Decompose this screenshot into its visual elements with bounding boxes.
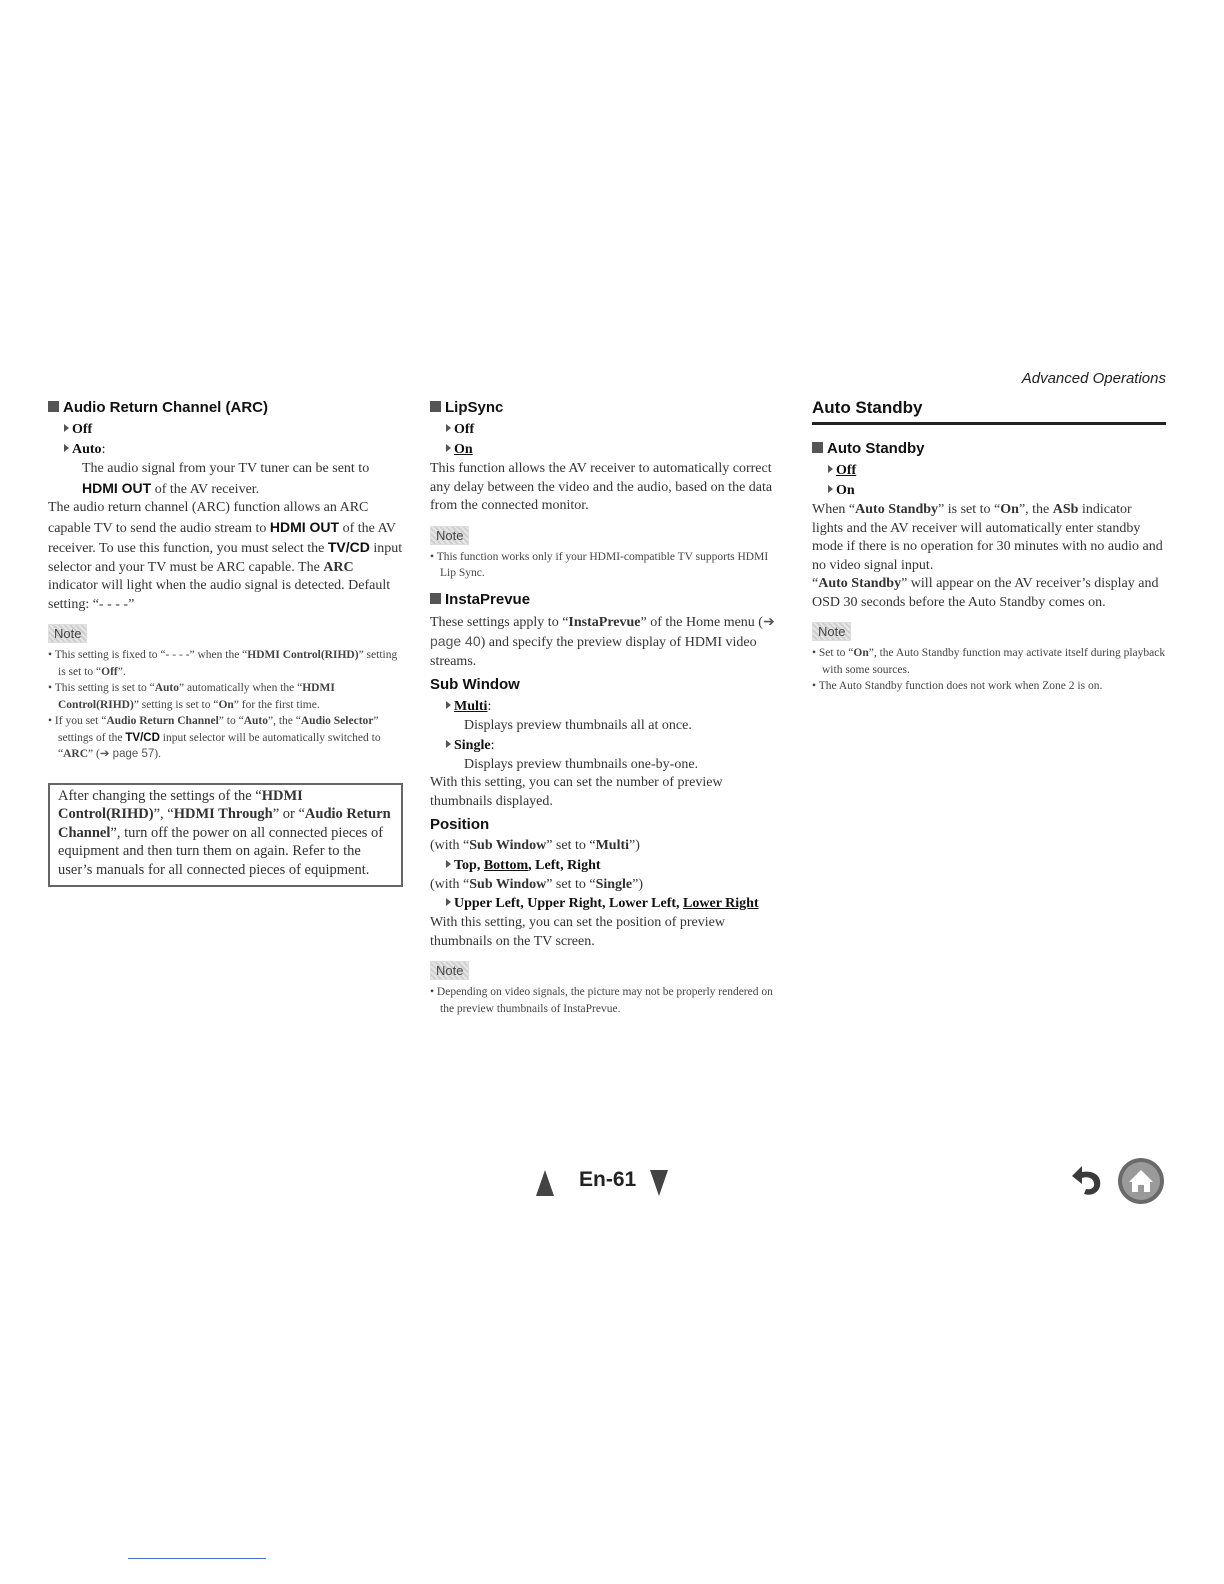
option-off: Off [446, 420, 785, 440]
option-single: Single: [446, 736, 785, 756]
square-bullet-icon [430, 593, 441, 604]
option-multi: Multi: [446, 697, 785, 717]
square-bullet-icon [430, 401, 441, 412]
square-bullet-icon [48, 401, 59, 412]
arrow-right-icon [446, 860, 451, 868]
list-item: • This setting is set to “Auto” automatically when the “HDMI Control(RIHD)” setting is set to “On” for the first time. [48, 680, 403, 713]
next-page-icon[interactable] [650, 1170, 668, 1196]
subwindow-heading: Sub Window [430, 676, 520, 693]
position-text: With this setting, you can set the position of preview thumbnails on the TV screen. [430, 915, 725, 949]
auto-description: The audio signal from your TV tuner can be sent to HDMI OUT of the AV receiver. [82, 461, 370, 497]
auto-standby-display-text: “Auto Standby” will appear on the AV receiver’s display and OSD 30 seconds before the Auto Standby comes on. [812, 576, 1159, 610]
note-badge: Note [430, 961, 469, 980]
auto-standby-heading: Auto Standby [812, 439, 1166, 459]
arc-paragraph: The audio return channel (ARC) function allows an ARC capable TV to send the audio stream to HDMI OUT of the AV receiver. To use this function, you must select the TV/CD input selector and your TV must be ARC capable. The ARC indicator will light when the audio signal is detected. Default setting: “- - - -” [48, 500, 403, 612]
list-item: • If you set “Audio Return Channel” to “Auto”, the “Audio Selector” settings of the TV/CD input selector will be automatically switched to “ARC” (➔ page 57). [48, 713, 403, 763]
column-auto-standby [812, 398, 1166, 695]
page-navigation [536, 1166, 676, 1200]
position-options-single: Upper Left, Upper Right, Lower Left, Lower Right [446, 894, 785, 914]
page-link[interactable]: ➔ page 57 [99, 748, 155, 760]
list-item: • This setting is fixed to “- - - -” when the “HDMI Control(RIHD)” setting is set to “Off”. [48, 647, 403, 680]
auto-standby-notes [812, 645, 1166, 695]
list-item: • Depending on video signals, the picture may not be properly rendered on the preview thumbnails of InstaPrevue. [430, 984, 785, 1017]
option-auto: Auto: [64, 440, 403, 460]
position-heading: Position [430, 816, 490, 833]
bottom-rule [128, 1558, 266, 1559]
note-badge: Note [48, 624, 87, 643]
option-off: Off [64, 420, 403, 440]
position-with-single: (with “Sub Window” set to “Single”) [430, 876, 644, 892]
option-on: On [828, 481, 1166, 501]
note-badge: Note [430, 526, 469, 545]
subwindow-text: With this setting, you can set the number of preview thumbnails displayed. [430, 775, 723, 809]
auto-standby-description: When “Auto Standby” is set to “On”, the ASb indicator lights and the AV receiver will automatically enter standby mode if there is no operation for 30 minutes with no audio and no video signal input. [812, 502, 1163, 573]
arrow-right-icon [64, 424, 69, 432]
arrow-right-icon [446, 740, 451, 748]
list-item: • This function works only if your HDMI-compatible TV supports HDMI Lip Sync. [430, 549, 785, 582]
lipsync-notes [430, 549, 785, 582]
arrow-right-icon [446, 444, 451, 452]
arrow-right-icon [64, 444, 69, 452]
previous-page-icon[interactable] [536, 1170, 554, 1196]
arrow-right-icon [446, 701, 451, 709]
page-link[interactable]: ➔ page 40 [430, 612, 775, 649]
square-bullet-icon [812, 442, 823, 453]
section-title: Advanced Operations [1021, 370, 1166, 387]
column-lipsync [430, 398, 785, 1017]
instaprevue-description: These settings apply to “InstaPrevue” of the Home menu (➔ page 40) and specify the preview display of HDMI video streams. [430, 612, 775, 669]
lipsync-heading: LipSync [430, 398, 785, 418]
list-item: • Set to “On”, the Auto Standby function may activate itself during playback with some sources. [812, 645, 1166, 678]
column-arc [48, 398, 403, 887]
instaprevue-heading: InstaPrevue [430, 590, 785, 610]
option-off: Off [828, 461, 1166, 481]
arc-heading: Audio Return Channel (ARC) [48, 398, 403, 418]
page-number: En-61 [579, 1168, 637, 1191]
home-icon[interactable] [1117, 1157, 1165, 1205]
position-options-multi: Top, Bottom, Left, Right [446, 856, 785, 876]
lipsync-description: This function allows the AV receiver to automatically correct any delay between the video and the audio, based on the data from the connected monitor. [430, 461, 773, 513]
option-on: On [446, 440, 785, 460]
single-description: Displays preview thumbnails one-by-one. [464, 756, 699, 772]
back-arrow-icon[interactable] [1066, 1160, 1110, 1200]
instaprevue-notes [430, 984, 785, 1017]
position-with-multi: (with “Sub Window” set to “Multi”) [430, 838, 640, 853]
page-section-heading: Auto Standby [812, 398, 1166, 425]
arrow-right-icon [446, 898, 451, 906]
arc-notes [48, 647, 403, 763]
note-badge: Note [812, 622, 851, 641]
arrow-right-icon [828, 465, 833, 473]
important-box: After changing the settings of the “HDMI Control(RIHD)”, “HDMI Through” or “Audio Return Channel”, turn off the power on all connected pieces of equipment and then turn them on again. Refer to the user’s manuals for all connected pieces of equipment. [48, 783, 403, 888]
arrow-right-icon [828, 485, 833, 493]
multi-description: Displays preview thumbnails all at once. [464, 718, 692, 733]
list-item: • The Auto Standby function does not work when Zone 2 is on. [812, 678, 1166, 695]
arrow-right-icon [446, 424, 451, 432]
